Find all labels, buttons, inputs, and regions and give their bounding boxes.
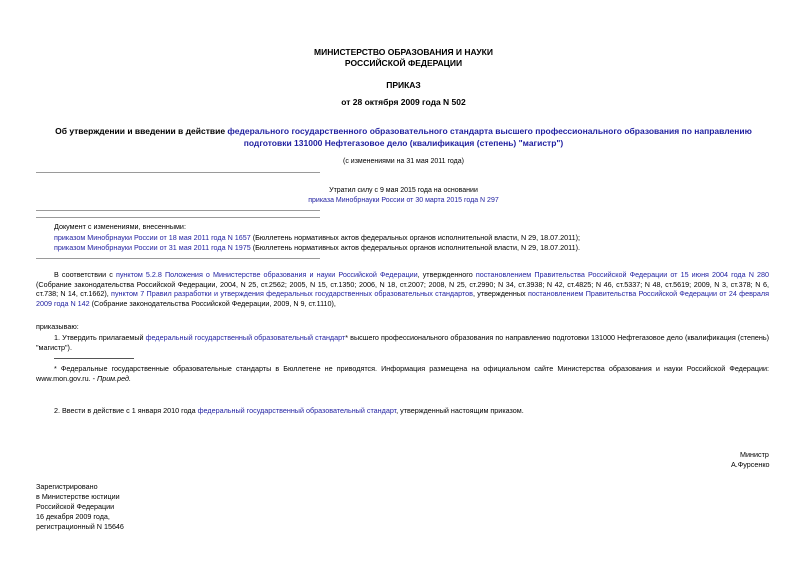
regulation-link-5-2-8[interactable]: пунктом 5.2.8 Положения о Министерстве образования и науки Российской Федерации (115, 270, 418, 279)
doc-title (0, 125, 807, 149)
expired-notice: Утратил силу с 9 мая 2015 года на основании (329, 187, 478, 194)
changes-item-1 (54, 233, 580, 242)
divider (36, 217, 320, 218)
fgos-standard-link[interactable]: федеральный государственный образовательный стандарт (145, 333, 346, 342)
expired-link-row (0, 196, 807, 205)
signature-name: А.Фурсенко (731, 460, 770, 469)
doc-title-line-2 (0, 137, 807, 149)
divider (36, 172, 320, 173)
amendment-link-1975[interactable]: приказом Минобрнауки России от 31 мая 2011 года N 1975 (54, 243, 251, 252)
order-item-1-text-a: 1. Утвердить прилагаемый (54, 333, 146, 342)
order-item-1-text-b: * высшего профессионального образования по направлению подготовки 131000 Нефтегазовое дело (квалификация (степень) "магистр"). (36, 333, 769, 352)
ministry-line-1: МИНИСТЕРСТВО ОБРАЗОВАНИЯ И НАУКИ (314, 47, 493, 57)
footnote-editor-note: Прим.ред. (96, 373, 131, 383)
doc-type: ПРИКАЗ (386, 80, 421, 90)
changes-item-2-source: (Бюллетень нормативных актов федеральных органов исполнительной власти, N 29, 18.07.2011). (250, 243, 580, 252)
order-item-1 (36, 333, 769, 352)
orders-word: приказываю: (36, 322, 79, 331)
fgos-title-link-part1[interactable]: федерального государственного образовательного стандарта высшего профессионального образования по направлению (227, 126, 752, 136)
registration-line-1: Зарегистрировано (36, 482, 98, 491)
preamble-text-c: (Собрание законодательства Российской Федерации, 2004, N 25, ст.2562; 2005, N 15, ст.1350; 2006, N 18, ст.2007; 2008, N 25, ст.2990; N 34, ст.3938; N 42, ст.4825; N 46, ст.5337; N 48, ст.5619; 2009, N 3, ст.378; N 6, ст.738; N 14, ст.1662), (36, 279, 769, 298)
rules-link-point-7[interactable]: пунктом 7 Правил разработки и утверждения федеральных государственных образовательных стандартов (111, 289, 473, 298)
fgos-title-link-part2[interactable]: подготовки 131000 Нефтегазовое дело (квалификация (степень) "магистр") (243, 138, 564, 148)
expired-order-link[interactable]: приказа Минобрнауки России от 30 марта 2015 года N 297 (308, 197, 499, 204)
changes-item-1-source: (Бюллетень нормативных актов федеральных органов исполнительной власти, N 29, 18.07.2011); (250, 233, 580, 242)
preamble-text-a: В соответствии с (54, 270, 116, 279)
registration-line-2: в Министерстве юстиции (36, 492, 120, 501)
divider (36, 258, 320, 259)
doc-date: от 28 октября 2009 года N 502 (341, 97, 466, 107)
ministry-line-2: РОССИЙСКОЙ ФЕДЕРАЦИИ (344, 58, 463, 68)
preamble-text-e: (Собрание законодательства Российской Федерации, 2009, N 9, ст.1110), (89, 298, 336, 308)
footnote (36, 364, 769, 383)
ministry-name (0, 47, 807, 69)
amendment-link-1657[interactable]: приказом Минобрнауки России от 18 мая 2011 года N 1657 (54, 233, 251, 242)
order-item-2 (54, 406, 524, 415)
order-item-2-text-a: 2. Ввести в действие с 1 января 2010 года (54, 406, 198, 415)
registration-line-5: регистрационный N 15646 (36, 522, 124, 531)
doc-title-prefix: Об утверждении и введении в действие (55, 126, 228, 136)
changes-heading: Документ с изменениями, внесенными: (54, 222, 186, 231)
signature-title: Министр (740, 450, 769, 459)
preamble-paragraph (36, 270, 769, 308)
order-item-2-text-b: , утвержденный настоящим приказом. (396, 406, 524, 415)
amended-note: (с изменениями на 31 мая 2011 года) (343, 158, 464, 165)
preamble-text-d: , утвержденных (472, 289, 528, 298)
preamble-text-b: , утвержденного (417, 270, 476, 279)
footnote-text: * Федеральные государственные образовательные стандарты в Бюллетене не приводятся. Информация размещена на официальном сайте Министерства образования и науки Российской Федерации: www.mon.gov.ru. - (36, 364, 769, 383)
footnote-divider (54, 358, 134, 359)
registration-line-3: Российской Федерации (36, 502, 115, 511)
fgos-standard-link-2[interactable]: федеральный государственный образовательный стандарт (197, 406, 397, 415)
divider (36, 210, 320, 211)
decree-link-142[interactable]: постановлением Правительства Российской Федерации от 24 февраля 2009 года N 142 (36, 289, 769, 308)
decree-link-280[interactable]: постановлением Правительства Российской Федерации от 15 июня 2004 года N 280 (475, 270, 769, 279)
registration-line-4: 16 декабря 2009 года, (36, 512, 110, 521)
changes-item-2 (54, 243, 580, 252)
doc-title-line-1 (0, 125, 807, 137)
